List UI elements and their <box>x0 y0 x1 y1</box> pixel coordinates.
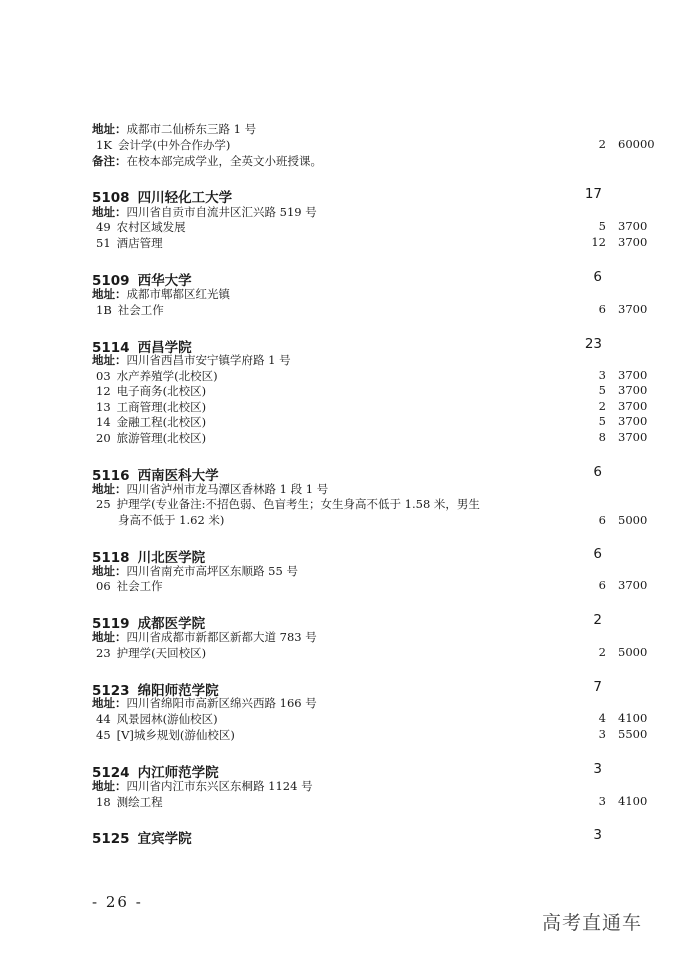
major-row: 45 [Ⅴ]城乡规划(游仙校区) 3 5500 <box>96 727 648 742</box>
major-row: 14 金融工程(北校区) 5 3700 <box>96 414 648 429</box>
intro-address: 地址：成都市二仙桥东三路 1 号 <box>92 122 257 136</box>
major-row: 51 酒店管理 12 3700 <box>96 235 648 250</box>
major-row: 20 旅游管理(北校区) 8 3700 <box>96 430 648 445</box>
school-address: 地址：四川省内江市东兴区东桐路 1124 号 <box>92 779 313 793</box>
major-row: 25 护理学(专业备注:不招色弱、色盲考生；女生身高不低于 1.58 米，男生 身高不低于 1.62 米) <box>96 497 480 527</box>
major-row: 1K 会计学(中外合作办学) 2 60000 <box>96 137 655 152</box>
school-heading: 5116 西南医科大学 6 <box>92 464 602 484</box>
major-row: 1B 社会工作 6 3700 <box>96 302 648 317</box>
watermark: 高考直通车 <box>542 912 643 934</box>
school-address: 地址：四川省西昌市安宁镇学府路 1 号 <box>92 353 291 367</box>
major-row: 49 农村区域发展 5 3700 <box>96 219 648 234</box>
school-address: 地址：四川省南充市高坪区东顺路 55 号 <box>92 564 298 578</box>
school-address: 地址：四川省泸州市龙马潭区香林路 1 段 1 号 <box>92 482 329 496</box>
major-row-values: 6 5000 <box>598 513 648 527</box>
school-address: 地址：四川省自贡市自流井区汇兴路 519 号 <box>92 205 317 219</box>
major-row: 03 水产养殖学(北校区) 3 3700 <box>96 368 648 383</box>
major-row: 23 护理学(天回校区) 2 5000 <box>96 645 648 660</box>
school-address: 地址：四川省成都市新都区新都大道 783 号 <box>92 630 317 644</box>
school-heading: 5109 西华大学 6 <box>92 269 602 289</box>
major-row: 06 社会工作 6 3700 <box>96 578 648 593</box>
school-heading: 5124 内江师范学院 3 <box>92 761 602 781</box>
major-row: 13 工商管理(北校区) 2 3700 <box>96 399 648 414</box>
major-row: 18 测绘工程 3 4100 <box>96 794 648 809</box>
school-heading: 5125 宜宾学院 3 <box>92 827 602 847</box>
school-heading: 5108 四川轻化工大学 17 <box>92 186 602 206</box>
school-address: 地址：四川省绵阳市高新区绵兴西路 166 号 <box>92 696 317 710</box>
school-heading: 5118 川北医学院 6 <box>92 546 602 566</box>
school-address: 地址：成都市郫都区红光镇 <box>92 287 230 301</box>
major-row: 44 风景园林(游仙校区) 4 4100 <box>96 711 648 726</box>
major-row: 12 电子商务(北校区) 5 3700 <box>96 383 648 398</box>
school-heading: 5114 西昌学院 23 <box>92 336 602 356</box>
school-heading: 5119 成都医学院 2 <box>92 612 602 632</box>
school-heading: 5123 绵阳师范学院 7 <box>92 679 602 699</box>
page-number: - 26 - <box>92 893 143 911</box>
intro-note: 备注：在校本部完成学业，全英文小班授课。 <box>92 154 322 168</box>
